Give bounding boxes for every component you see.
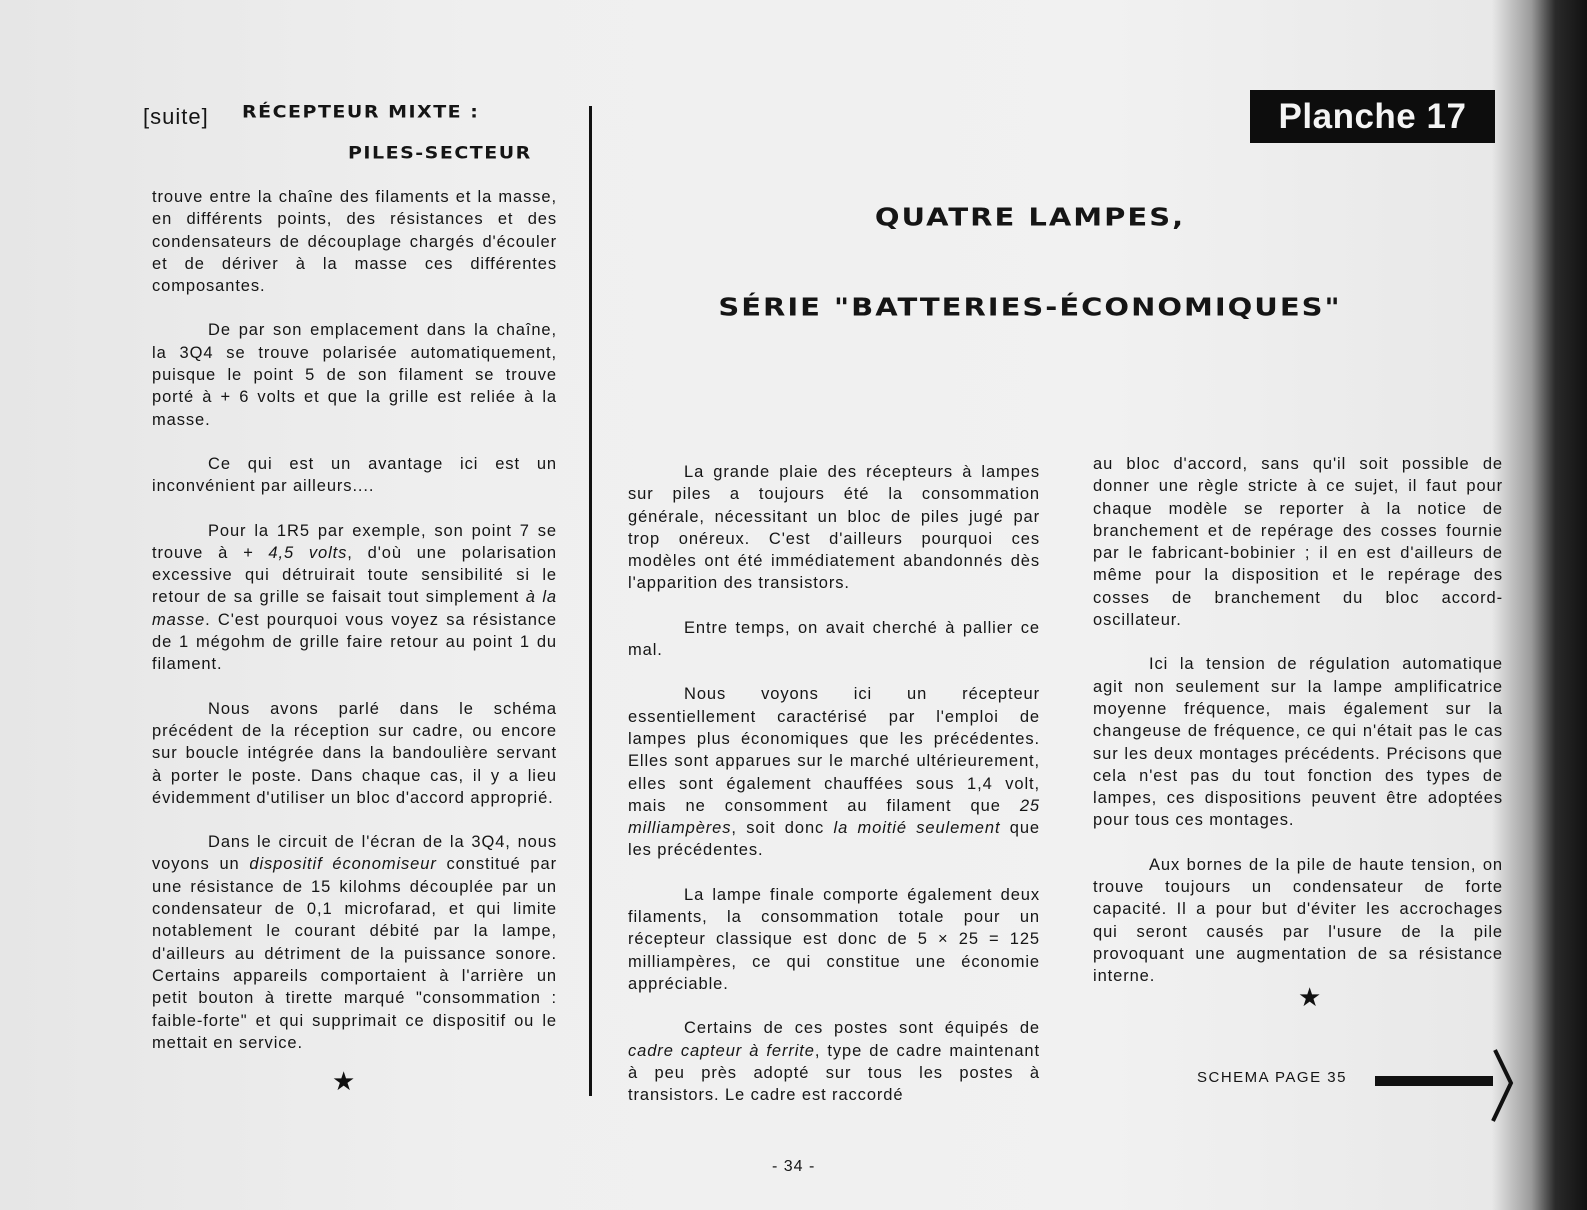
page-title-line2: SÉRIE "BATTERIES-ÉCONOMIQUES" <box>718 292 1342 322</box>
text-segment: Aux bornes de la pile de haute tension, on trouve toujours un condensateur de forte capacité. Il a pour but d'éviter les accrochages qui seront causés par l'usure de la pile provoquant une augmentation de sa résistance interne. <box>1093 855 1503 986</box>
star-ornament-left: ★ <box>332 1066 356 1096</box>
paragraph <box>152 319 557 430</box>
paragraph <box>152 831 557 1054</box>
paragraph <box>628 1017 1040 1106</box>
page-number: - 34 - <box>772 1158 816 1175</box>
text-segment: que les précédentes. <box>628 819 1041 860</box>
text-segment: trouve entre la chaîne des filaments et la masse, en différents points, des résistances et des condensateurs de découplage chargés d'écouler et de dériver à la masse ces différentes composantes. <box>152 188 557 296</box>
paragraph <box>628 683 1040 861</box>
text-segment: Entre temps, on avait cherché à pallier ce mal. <box>628 618 1040 660</box>
suite-label: [suite] <box>143 104 209 129</box>
text-column-left <box>152 186 557 1076</box>
text-segment: , soit donc <box>731 819 834 838</box>
text-column-right <box>1093 453 1503 1010</box>
page-title-line1: QUATRE LAMPES, <box>874 202 1186 232</box>
text-column-middle <box>628 461 1040 1128</box>
italic-text: + 4,5 volts <box>243 543 348 562</box>
paragraph <box>152 453 557 498</box>
italic-text: à la masse <box>152 588 557 629</box>
paragraph <box>628 461 1040 595</box>
text-segment: Pour la 1R5 par exemple, son point 7 se trouve à <box>152 521 557 562</box>
text-segment: Ici la tension de régulation automatique agit non seulement sur la lampe amplificatrice moyenne fréquence, mais également sur la changeuse de fréquence, ce qui n'était pas le cas sur les deux montages précédents. Précisons que cela n'est pas du tout fonction des types de lampes, ces dispositions peuvent être adoptées pour tous ces montages. <box>1093 655 1503 830</box>
text-segment: La grande plaie des récepteurs à lampes sur piles a toujours été la consommation générale, nécessitant un bloc de piles jugé par trop onéreux. C'est d'ailleurs pourquoi ces modèles ont été immédiatement abandonnés dès l'apparition des transistors. <box>628 463 1040 593</box>
column-divider <box>589 106 592 1096</box>
planche-label: Planche 17 <box>1250 90 1495 143</box>
section-title-line1: RÉCEPTEUR MIXTE : <box>242 102 480 122</box>
italic-text: cadre capteur à ferrite <box>628 1041 815 1060</box>
section-title-line2: PILES-SECTEUR <box>348 143 532 163</box>
text-segment: De par son emplacement dans la chaîne, la 3Q4 se trouve polarisée automatiquement, puisque le point 5 de son filament se trouve porté à + 6 volts et que la grille est reliée à la masse. <box>152 321 557 429</box>
paragraph <box>1093 453 1503 631</box>
paragraph <box>152 698 557 809</box>
italic-text: dispositif économiseur <box>249 855 437 874</box>
text-segment: constitué par une résistance de 15 kilohms découplée par un condensateur de 0,1 microfarad, et qui limite notablement le courant débité par la lampe, d'ailleurs au détriment de la puissance sonore. Certains appareils comportaient à l'arrière un petit bouton à tirette marqué "consommation : faible-forte" et qui supprimait ce dispositif ou le mettait en service. <box>152 855 557 1052</box>
text-segment: Certains de ces postes sont équipés de <box>684 1019 1040 1038</box>
text-segment: Ce qui est un avantage ici est un inconvénient par ailleurs.... <box>152 454 557 496</box>
paragraph <box>152 520 557 676</box>
paragraph <box>628 884 1040 995</box>
text-segment: La lampe finale comporte également deux filaments, la consommation totale pour un récepteur classique est donc de 5 × 25 = 125 milliampères, ce qui constitue une économie appréciable. <box>628 885 1040 993</box>
text-segment: , d'où une polarisation excessive qui détruirait toute sensibilité si le retour de sa grille se faisait tout simplement <box>152 543 557 607</box>
paragraph <box>1093 854 1503 988</box>
text-segment: au bloc d'accord, sans qu'il soit possible de donner une règle stricte à ce sujet, il faut pour chaque modèle se reporter à la notice de branchement et de repérage des cosses fournie par le fabricant-bobinier ; il en est d'ailleurs de même pour la disposition et le repérage des cosses de branchement du bloc accord-oscillateur. <box>1093 455 1503 630</box>
text-segment: . C'est pourquoi vous voyez sa résistance de 1 mégohm de grille faire retour au point 1 du filament. <box>152 610 557 674</box>
text-segment: Dans le circuit de l'écran de la 3Q4, nous voyons un <box>152 833 557 874</box>
italic-text: 25 milliampères <box>628 796 1040 838</box>
star-ornament-right: ★ <box>1298 982 1322 1012</box>
paragraph <box>628 617 1040 662</box>
text-segment: Nous avons parlé dans le schéma précédent de la réception sur cadre, ou encore sur boucle intégrée dans la bandoulière servant à porter le poste. Dans chaque cas, il y a lieu évidemment d'utiliser un bloc d'accord approprié. <box>152 699 557 807</box>
text-segment: , type de cadre maintenant à peu près adopté sur tous les postes à transistors. Le cadre est raccordé <box>628 1041 1040 1105</box>
arrow-right-icon <box>1375 1045 1515 1125</box>
paragraph <box>1093 653 1503 831</box>
text-segment: Nous voyons ici un récepteur essentiellement caractérisé par l'emploi de lampes plus économiques que les précédentes. Elles sont apparues sur le marché ultérieurement, elles sont également chauffées sous 1,4 volt, mais ne consomment au filament que <box>628 685 1040 815</box>
italic-text: la moitié seulement <box>833 819 1001 838</box>
schema-page-reference: SCHEMA PAGE 35 <box>1197 1069 1347 1086</box>
paragraph <box>152 186 557 297</box>
